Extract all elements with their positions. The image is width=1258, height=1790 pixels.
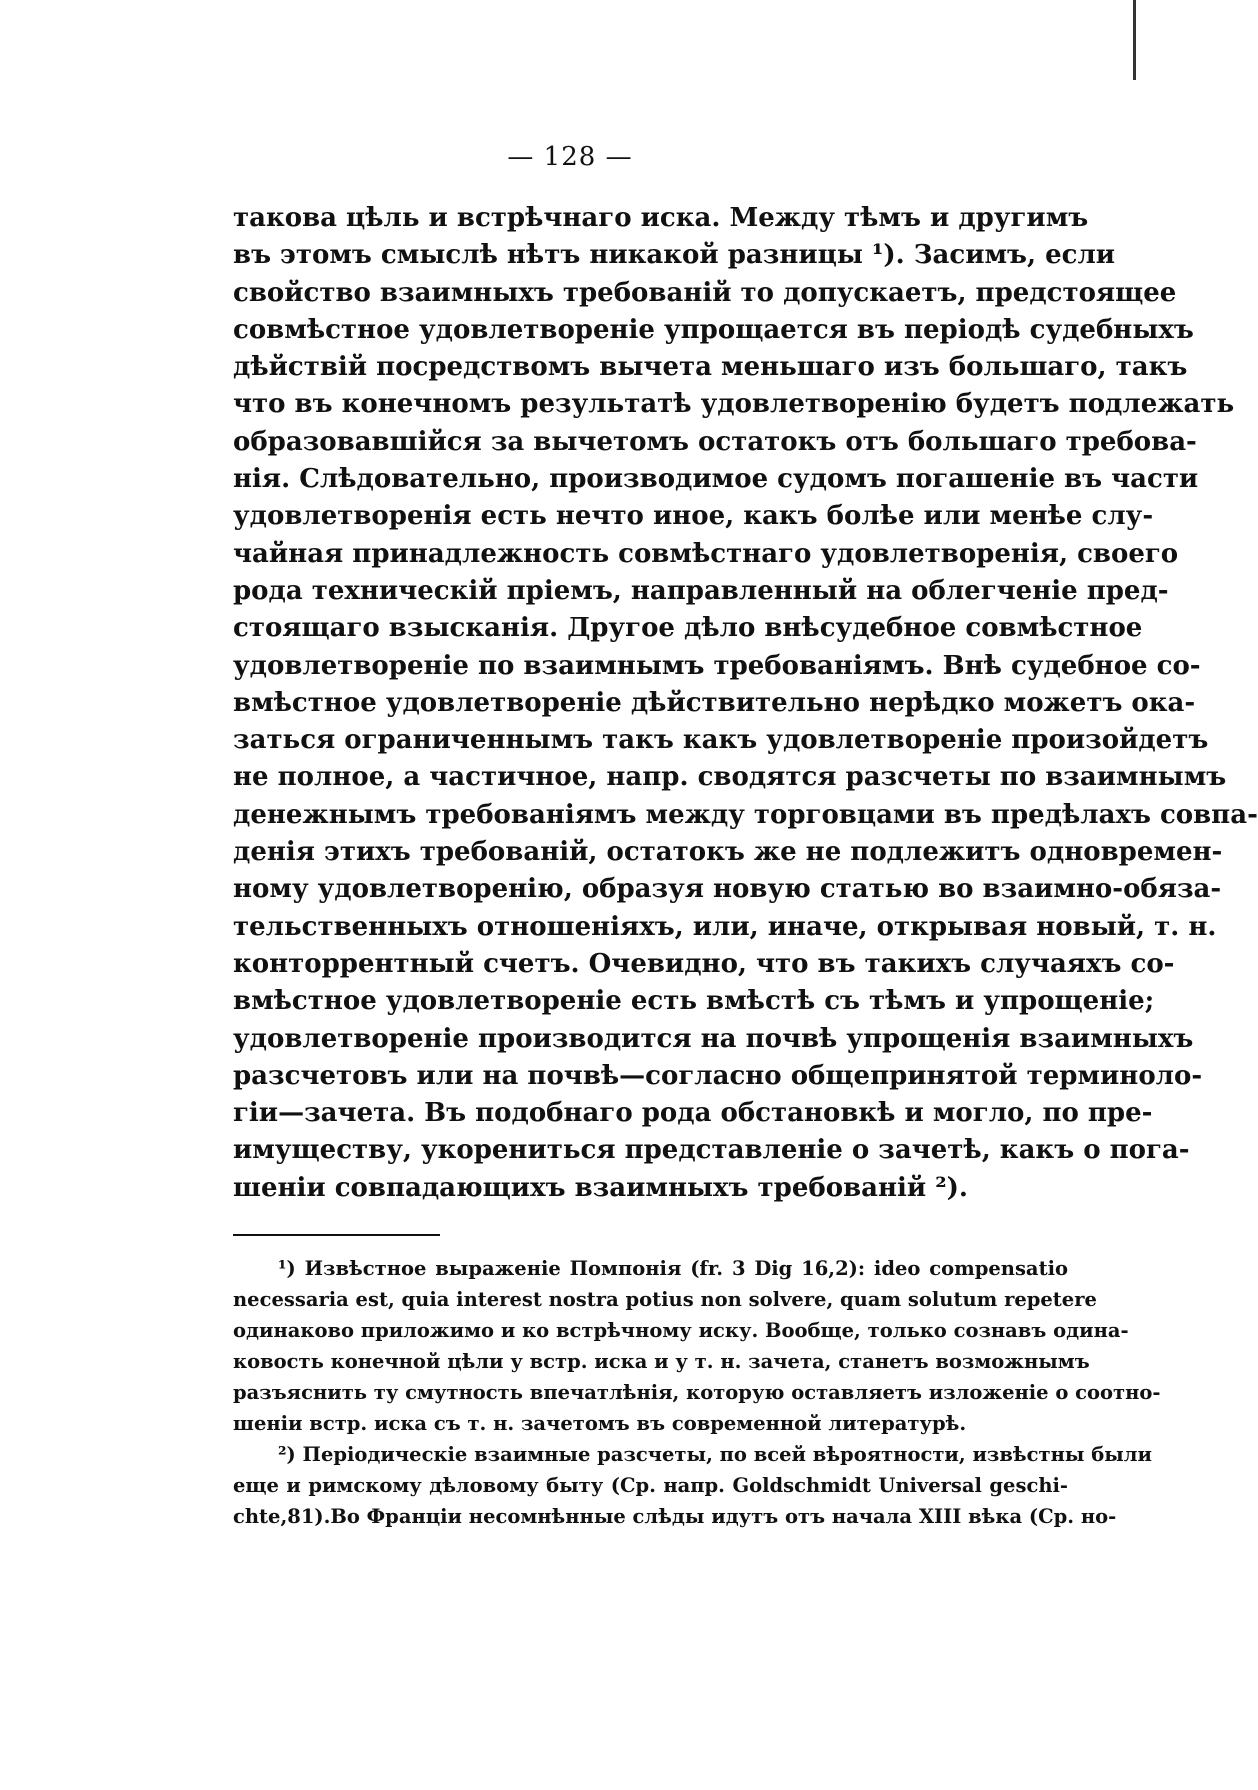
footnote-2 [233,1439,1152,1532]
footnote-line: necessaria est, quia interest nostra potius non solvere, quam solutum repetere [233,1288,1097,1311]
text-line: свойство взаимныхъ требованій то допускаетъ, предстоящее [233,277,1177,308]
text-line: удовлетвореніе производится на почвѣ упрощенія взаимныхъ [233,1023,1194,1054]
text-line: гіи—зачета. Въ подобнаго рода обстановкѣ и могло, по пре- [233,1098,1153,1129]
text-line: чайная принадлежность совмѣстнаго удовлетворенія, своего [233,538,1179,569]
footnote-line: ²) Періодическіе взаимные разсчеты, по всей вѣроятности, извѣстны были [278,1443,1152,1466]
main-text [233,200,1258,1207]
text-line: шеніи совпадающихъ взаимныхъ требованій ²). [233,1172,968,1203]
footnote-separator [233,1234,440,1236]
footnote-line: chte,81).Во Франціи несомнѣнные слѣды идутъ отъ начала XIII вѣка (Ср. но- [233,1505,1117,1528]
page-edge-line [1133,0,1136,80]
text-line: стоящаго взысканія. Другое дѣло внѣсудебное совмѣстное [233,613,1143,644]
footnote-line: шеніи встр. иска съ т. н. зачетомъ въ современной литературѣ. [233,1412,967,1435]
text-line: денежнымъ требованіямъ между торговцами въ предѣлахъ совпа- [233,799,1258,830]
footnote-line: еще и римскому дѣловому быту (Ср. напр. Goldschmidt Universal geschi- [233,1474,1068,1497]
text-line: ному удовлетворенію, образуя новую статью во взаимно-обяза- [233,874,1222,905]
footnotes [233,1253,1161,1532]
footnote-line: одинаково приложимо и ко встрѣчному иску. Вообще, только сознавъ одина- [233,1319,1129,1342]
text-line: тельственныхъ отношеніяхъ, или, иначе, открывая новый, т. н. [233,911,1217,942]
text-line: совмѣстное удовлетвореніе упрощается въ періодѣ судебныхъ [233,314,1194,345]
text-line: вмѣстное удовлетвореніе дѣйствительно нерѣдко можетъ ока- [233,687,1196,718]
text-line: нія. Слѣдовательно, производимое судомъ погашеніе въ части [233,464,1199,495]
text-line: не полное, а частичное, напр. сводятся разсчеты по взаимнымъ [233,762,1227,793]
text-line: дѣйствій посредствомъ вычета меньшаго изъ большаго, такъ [233,352,1188,383]
text-line: денія этихъ требованій, остатокъ же не подлежитъ одновремен- [233,837,1223,868]
text-line: разсчетовъ или на почвѣ—согласно общепринятой терминоло- [233,1060,1203,1091]
text-line: что въ конечномъ результатѣ удовлетворенію будетъ подлежать [233,389,1235,420]
text-line: вмѣстное удовлетвореніе есть вмѣстѣ съ тѣмъ и упрощеніе; [233,986,1155,1017]
text-line: имуществу, укорениться представленіе о зачетѣ, какъ о пога- [233,1135,1190,1166]
text-line: такова цѣль и встрѣчнаго иска. Между тѣмъ и другимъ [233,203,1089,233]
text-line: образовавшійся за вычетомъ остатокъ отъ большаго требова- [233,426,1197,457]
footnote-line: разъяснить ту смутность впечатлѣнія, которую оставляетъ изложеніе о соотно- [233,1381,1161,1404]
footnote-1 [233,1253,1161,1439]
footnote-line: ковость конечной цѣли у встр. иска и у т. н. зачета, станетъ возможнымъ [233,1350,1090,1373]
footnote-line: ¹) Извѣстное выраженіе Помпонія (fr. 3 Dig 16,2): ideo compensatio [278,1257,1068,1280]
text-line: конторрентный счетъ. Очевидно, что въ такихъ случаяхъ со- [233,948,1175,979]
text-line: удовлетворенія есть нечто иное, какъ болѣе или менѣе слу- [233,501,1154,532]
text-line: въ этомъ смыслѣ нѣтъ никакой разницы ¹). Засимъ, если [233,240,1116,271]
text-line: заться ограниченнымъ такъ какъ удовлетвореніе произойдетъ [233,725,1209,756]
page-number: — 128 — [507,142,633,172]
text-line: рода техническій пріемъ, направленный на облегченіе пред- [233,575,1169,606]
text-line: удовлетвореніе по взаимнымъ требованіямъ. Внѣ судебное со- [233,650,1201,681]
